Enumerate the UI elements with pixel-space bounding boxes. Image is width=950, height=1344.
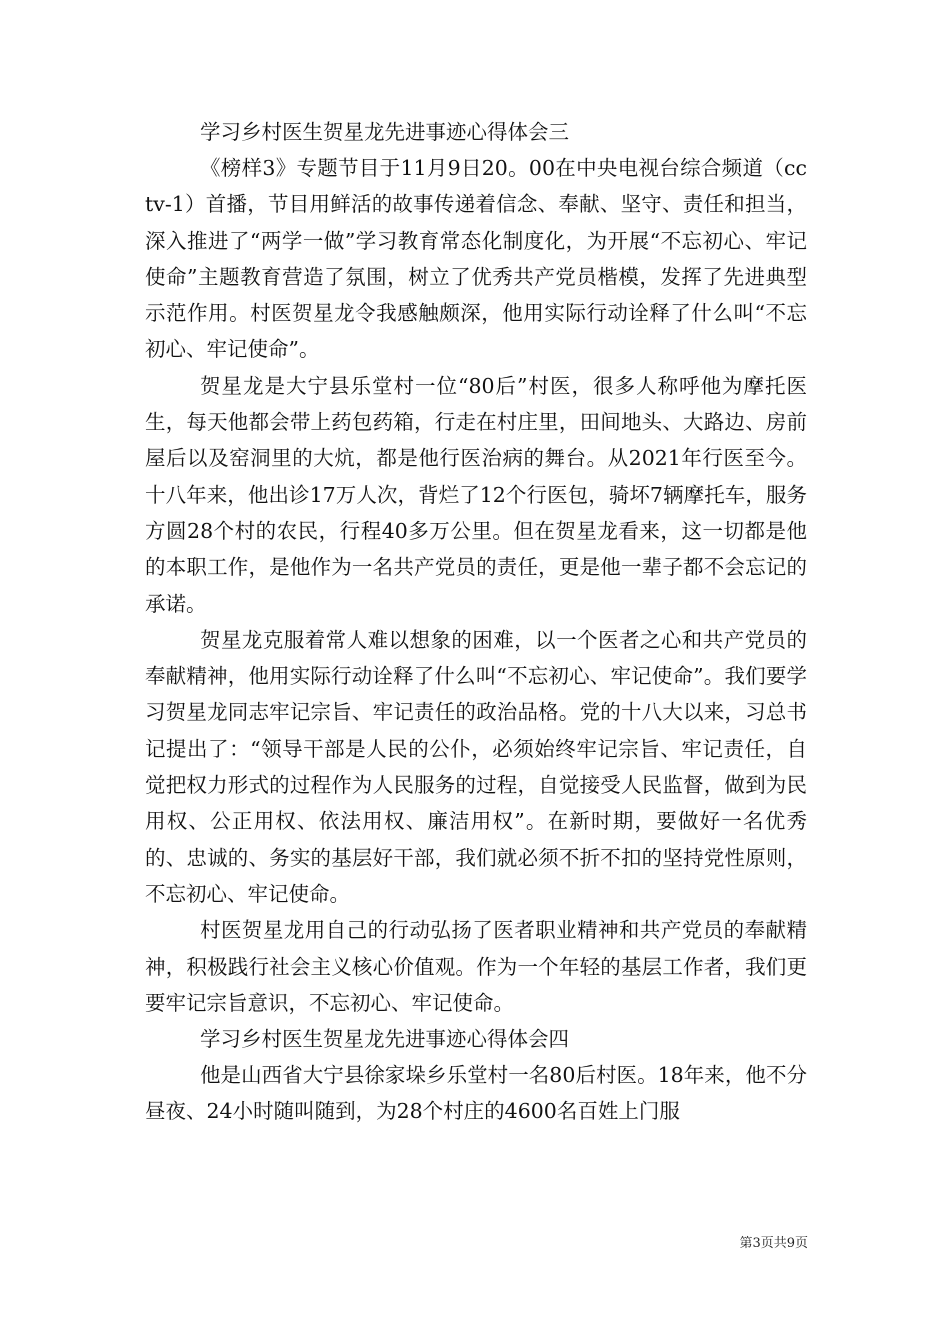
document-body bbox=[145, 114, 807, 1130]
page-number: 第3页共9页 bbox=[739, 1236, 808, 1251]
paragraph: 村医贺星龙用自己的行动弘扬了医者职业精神和共产党员的奉献精神，积极践行社会主义核心价值观。作为一个年轻的基层工作者，我们更要牢记宗旨意识，不忘初心、牢记使命。 bbox=[145, 918, 807, 1015]
paragraph: 贺星龙是大宁县乐堂村一位“80后”村医，很多人称呼他为摩托医生，每天他都会带上药包药箱，行走在村庄里，田间地头、大路边、房前屋后以及窑洞里的大炕，都是他行医治病的舞台。从2021年行医至今。十八年来，他出诊17万人次，背烂了12个行医包，骑坏7辆摩托车，服务方圆28个村的农民，行程40多万公里。但在贺星龙看来，这一切都是他的本职工作，是他作为一名共产党员的责任，更是他一辈子都不会忘记的承诺。 bbox=[145, 373, 807, 616]
paragraph: 《榜样3》专题节目于11月9日20。00在中央电视台综合频道（cctv-1）首播，节目用鲜活的故事传递着信念、奉献、坚守、责任和担当，深入推进了“两学一做”学习教育常态化制度化，为开展“不忘初心、牢记使命”主题教育营造了氛围，树立了优秀共产党员楷模，发挥了先进典型示范作用。村医贺星龙令我感触颇深，他用实际行动诠释了什么叫“不忘初心、牢记使命”。 bbox=[145, 156, 807, 362]
section-heading: 学习乡村医生贺星龙先进事迹心得体会四 bbox=[200, 1027, 569, 1052]
section-heading: 学习乡村医生贺星龙先进事迹心得体会三 bbox=[200, 120, 569, 144]
paragraph: 贺星龙克服着常人难以想象的困难，以一个医者之心和共产党员的奉献精神，他用实际行动诠释了什么叫“不忘初心、牢记使命”。我们要学习贺星龙同志牢记宗旨、牢记责任的政治品格。党的十八大以来，习总书记提出了：“领导干部是人民的公仆，必须始终牢记宗旨、牢记责任，自觉把权力形式的过程作为人民服务的过程，自觉接受人民监督，做到为民用权、公正用权、依法用权、廉洁用权”。在新时期，要做好一名优秀的、忠诚的、务实的基层好干部，我们就必须不折不扣的坚持党性原则，不忘初心、牢记使命。 bbox=[145, 627, 807, 906]
paragraph: 他是山西省大宁县徐家垛乡乐堂村一名80后村医。18年来，他不分昼夜、24小时随叫随到，为28个村庄的4600名百姓上门服 bbox=[145, 1063, 807, 1124]
